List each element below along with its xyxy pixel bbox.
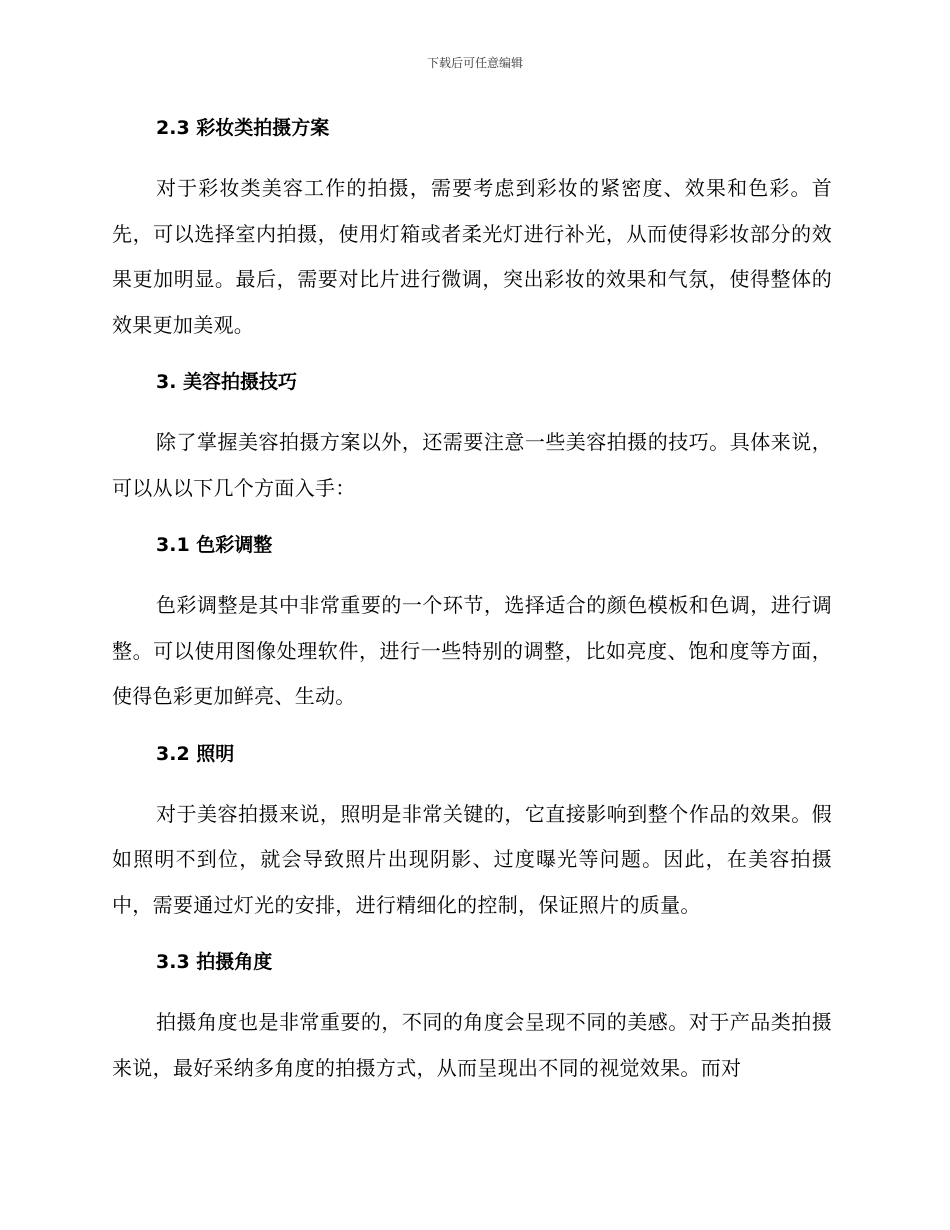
section-paragraph: 对于美容拍摄来说，照明是非常关键的，它直接影响到整个作品的效果。假如照明不到位，就会导致照片出现阴影、过度曝光等问题。因此，在美容拍摄中，需要通过灯光的安排，进行精细化的控制，保证照片的质量。: [112, 801, 832, 917]
section-heading: 3.3 拍摄角度: [156, 951, 273, 973]
document-body: [112, 110, 832, 1091]
section-paragraph: 除了掌握美容拍摄方案以外，还需要注意一些美容拍摄的技巧。具体来说，可以从以下几个方面入手：: [112, 430, 832, 500]
section-heading: 3.1 色彩调整: [156, 534, 273, 556]
section-paragraph: 色彩调整是其中非常重要的一个环节，选择适合的颜色模板和色调，进行调整。可以使用图像处理软件，进行一些特别的调整，比如亮度、饱和度等方面，使得色彩更加鲜亮、生动。: [112, 593, 832, 708]
section-paragraph: 拍摄角度也是非常重要的，不同的角度会呈现不同的美感。对于产品类拍摄来说，最好采纳多角度的拍摄方式，从而呈现出不同的视觉效果。而对: [112, 1010, 832, 1080]
section-paragraph: 对于彩妆类美容工作的拍摄，需要考虑到彩妆的紧密度、效果和色彩。首先，可以选择室内拍摄，使用灯箱或者柔光灯进行补光，从而使得彩妆部分的效果更加明显。最后，需要对比片进行微调，突出彩妆的效果和气氛，使得整体的效果更加美观。: [112, 176, 832, 337]
section-heading: 2.3 彩妆类拍摄方案: [156, 117, 330, 139]
header-note: 下载后可任意编辑: [426, 56, 523, 70]
section-heading: 3. 美容拍摄技巧: [156, 371, 298, 393]
section-heading: 3.2 照明: [156, 742, 235, 765]
